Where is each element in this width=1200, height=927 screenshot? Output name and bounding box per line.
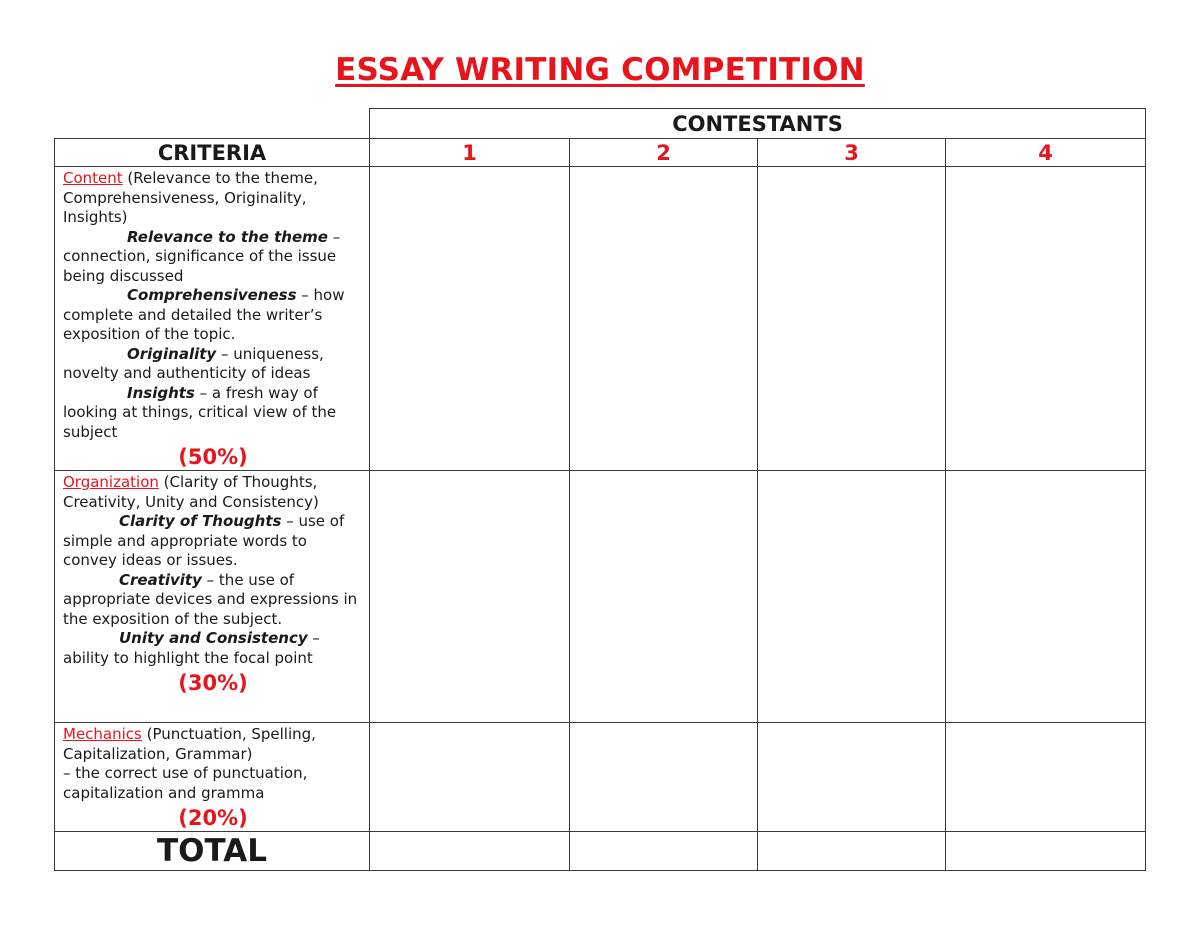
criteria-summary: (Punctuation, Spelling, Capitalization, Grammar) bbox=[63, 725, 316, 763]
criteria-summary: (Relevance to the theme, Comprehensiveness, Originality, Insights) bbox=[63, 169, 318, 226]
criteria-item bbox=[63, 512, 363, 571]
criteria-percentage: (30%) bbox=[178, 671, 248, 695]
criteria-percentage: (20%) bbox=[178, 806, 248, 830]
score-cell bbox=[370, 471, 570, 723]
score-cell bbox=[758, 471, 946, 723]
score-cell bbox=[946, 167, 1146, 471]
criteria-row-organization bbox=[55, 471, 1146, 723]
criteria-name: Content bbox=[63, 169, 123, 187]
score-cell bbox=[758, 723, 946, 832]
blank-corner-cell bbox=[55, 109, 370, 139]
criteria-item bbox=[63, 286, 363, 345]
criteria-item bbox=[63, 571, 363, 630]
criteria-item bbox=[63, 228, 363, 287]
contestant-4-header: 4 bbox=[946, 139, 1146, 167]
column-header-row bbox=[55, 139, 1146, 167]
criteria-term: Comprehensiveness bbox=[127, 286, 297, 304]
criteria-cell-content bbox=[55, 167, 370, 471]
criteria-term: Creativity bbox=[119, 570, 202, 589]
criteria-description: – connection, significance of the issue being discussed bbox=[63, 227, 341, 285]
criteria-term: Insights bbox=[127, 383, 195, 402]
criteria-name: Mechanics bbox=[63, 725, 142, 743]
contestant-1-header: 1 bbox=[370, 139, 570, 167]
total-cell bbox=[370, 832, 570, 871]
criteria-row-mechanics bbox=[55, 723, 1146, 832]
criteria-intro bbox=[63, 473, 363, 512]
score-cell bbox=[370, 723, 570, 832]
criteria-row-content bbox=[55, 167, 1146, 471]
contestants-header-row bbox=[55, 109, 1146, 139]
criteria-term: Clarity of Thoughts bbox=[119, 512, 282, 530]
page-title: ESSAY WRITING COMPETITION bbox=[335, 52, 865, 88]
criteria-description: – ability to highlight the focal point bbox=[63, 629, 320, 667]
contestant-2-header: 2 bbox=[570, 139, 758, 167]
criteria-term: Unity and Consistency bbox=[119, 629, 308, 647]
score-cell bbox=[370, 167, 570, 471]
score-cell bbox=[946, 471, 1146, 723]
score-cell bbox=[758, 167, 946, 471]
criteria-summary: (Clarity of Thoughts, Creativity, Unity and Consistency) bbox=[63, 473, 319, 511]
total-cell bbox=[570, 832, 758, 871]
criteria-description: – use of simple and appropriate words to convey ideas or issues. bbox=[63, 512, 345, 569]
score-cell bbox=[570, 723, 758, 832]
criteria-description: – the use of appropriate devices and expressions in the exposition of the subject. bbox=[63, 570, 358, 628]
criteria-name: Organization bbox=[63, 473, 159, 491]
criteria-description: – the correct use of punctuation, capitalization and gramma bbox=[63, 764, 308, 802]
criteria-item bbox=[63, 384, 363, 443]
criteria-cell-organization bbox=[55, 471, 370, 723]
criteria-header: CRITERIA bbox=[55, 139, 370, 167]
total-row bbox=[55, 832, 1146, 871]
criteria-term: Originality bbox=[127, 344, 217, 363]
criteria-intro bbox=[63, 169, 363, 228]
total-cell bbox=[946, 832, 1146, 871]
contestants-header: CONTESTANTS bbox=[370, 109, 1146, 139]
criteria-cell-mechanics bbox=[55, 723, 370, 832]
total-cell bbox=[758, 832, 946, 871]
total-label: TOTAL bbox=[55, 832, 370, 871]
score-cell bbox=[570, 471, 758, 723]
criteria-term: Relevance to the theme bbox=[127, 227, 328, 246]
criteria-description: – how complete and detailed the writer’s exposition of the topic. bbox=[63, 286, 345, 343]
criteria-percentage: (50%) bbox=[178, 445, 248, 469]
scoring-rubric-table bbox=[54, 108, 1146, 871]
criteria-description: – a fresh way of looking at things, critical view of the subject bbox=[63, 383, 337, 441]
score-cell bbox=[570, 167, 758, 471]
contestant-3-header: 3 bbox=[758, 139, 946, 167]
criteria-intro bbox=[63, 725, 363, 764]
criteria-item bbox=[63, 345, 363, 384]
score-cell bbox=[946, 723, 1146, 832]
criteria-item bbox=[63, 629, 363, 668]
criteria-description: – uniqueness, novelty and authenticity of ideas bbox=[63, 344, 324, 382]
